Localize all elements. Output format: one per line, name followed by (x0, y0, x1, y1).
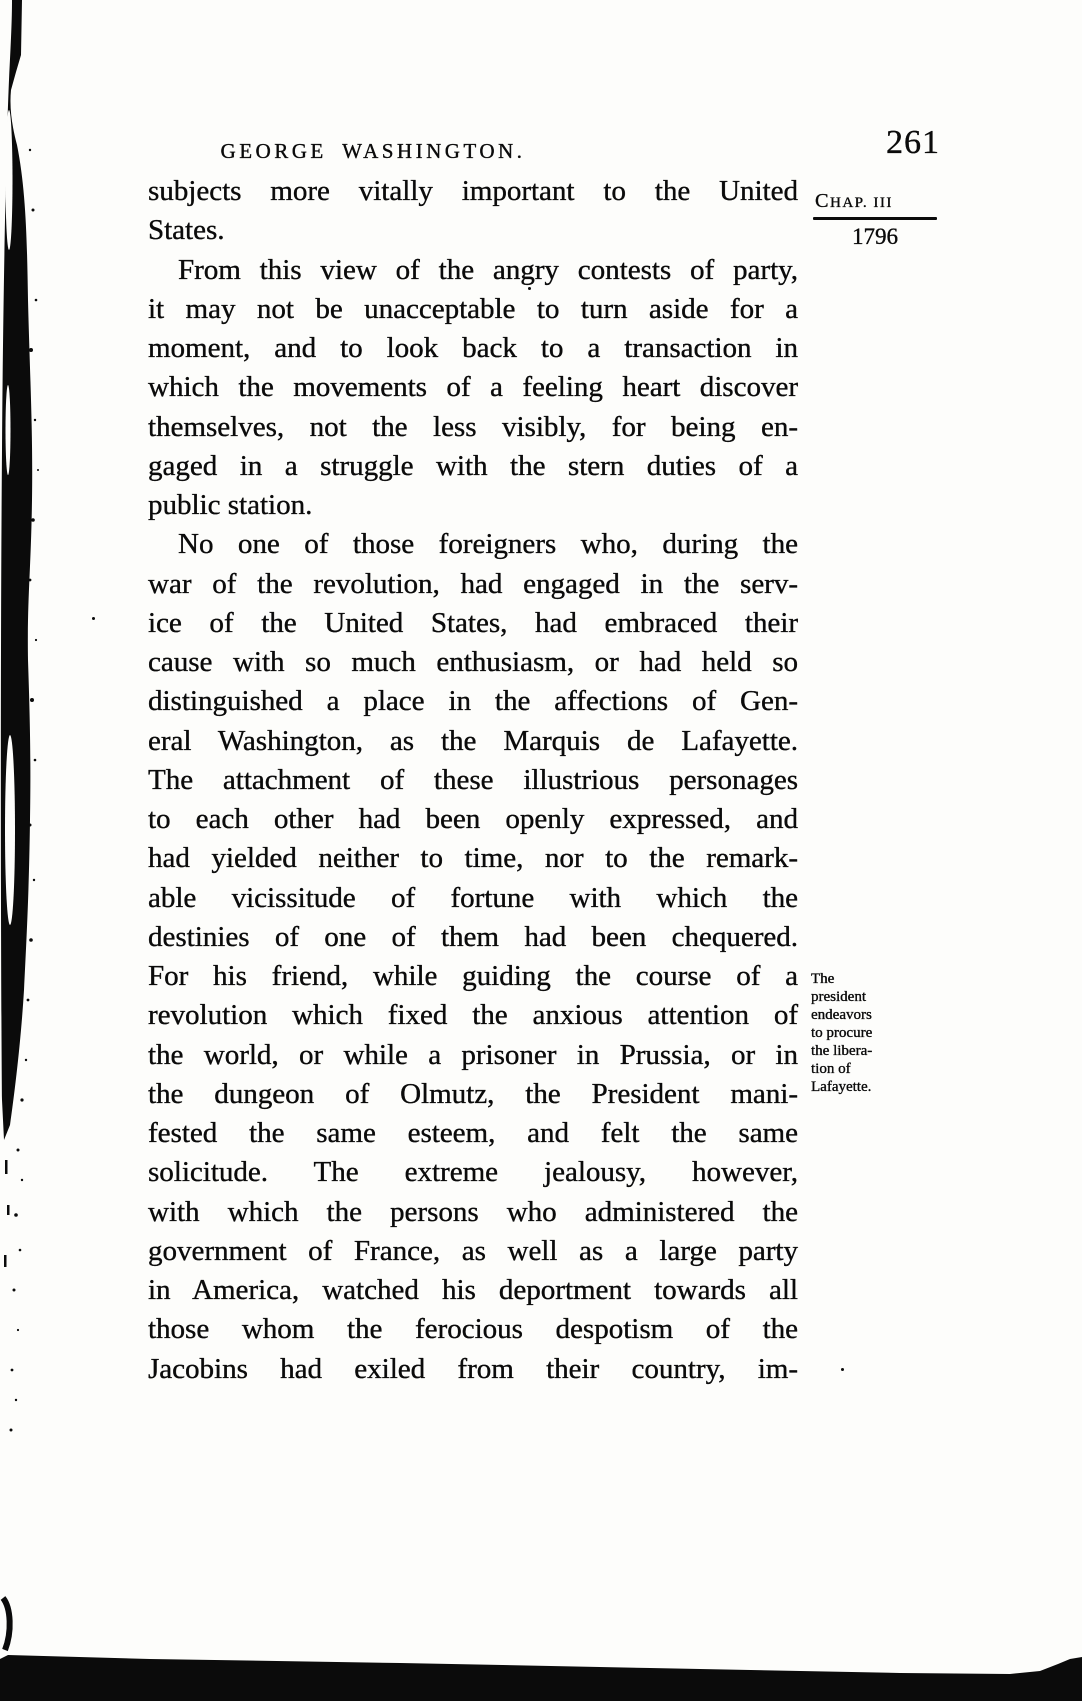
sidenote-line: Lafayette. (811, 1079, 872, 1095)
text-line: which the movements of a feeling heart discover (148, 371, 798, 404)
text-line: the world, or while a prisoner in Prussia, or in (148, 1038, 798, 1071)
text-line: From this view of the angry contests of party, (178, 253, 798, 286)
text-line: government of France, as well as a large party (148, 1234, 798, 1267)
sidenote-line: endeavors (811, 1007, 872, 1023)
sidenote-line: The (811, 971, 835, 987)
text-line: fested the same esteem, and felt the same (148, 1117, 798, 1149)
text-line: ice of the United States, had embraced their (148, 606, 798, 639)
text-line: For his friend, while guiding the course of a (148, 960, 798, 992)
text-line: gaged in a struggle with the stern duties of a (148, 449, 798, 482)
running-header: GEORGE WASHINGTON. (220, 139, 526, 163)
body-text (148, 172, 798, 1389)
text-line: public station. (148, 489, 313, 521)
text-line: eral Washington, as the Marquis de Lafayette. (148, 724, 798, 757)
text-line: those whom the ferocious despotism of the (148, 1313, 798, 1346)
text-line: in America, watched his deportment towards all (148, 1274, 798, 1306)
text-line: it may not be unacceptable to turn aside for a (148, 292, 798, 325)
page-number: 261 (886, 124, 940, 161)
scan-spine-artifact (0, 0, 60, 1701)
sidenote-line: president (811, 989, 866, 1005)
text-line: with which the persons who administered the (148, 1195, 798, 1228)
text-line: revolution which fixed the anxious attention of (148, 999, 798, 1032)
margin-rule (813, 217, 937, 220)
text-line: war of the revolution, had engaged in the serv- (148, 567, 798, 600)
text-line: destinies of one of them had been chequered. (148, 920, 798, 953)
bottom-scan-bar (0, 1651, 1082, 1701)
text-line: the dungeon of Olmutz, the President mani- (148, 1077, 798, 1110)
ink-speck (841, 1368, 844, 1371)
year-label: 1796 (852, 224, 898, 249)
text-line: Jacobins had exiled from their country, im- (148, 1352, 798, 1385)
sidenote-line: the libera- (811, 1043, 873, 1059)
text-line: moment, and to look back to a transaction in (148, 332, 798, 364)
text-line: No one of those foreigners who, during the (178, 528, 798, 561)
text-line: States. (148, 214, 225, 247)
sidenote (811, 970, 917, 1096)
sidenote-line: to procure (811, 1025, 873, 1041)
sidenote-line: tion of (811, 1061, 851, 1077)
text-line: themselves, not the less visibly, for being en- (148, 410, 798, 443)
text-line: distinguished a place in the affections of Gen- (148, 685, 798, 718)
ink-speck (92, 617, 95, 620)
text-line: The attachment of these illustrious personages (148, 763, 798, 796)
text-line: had yielded neither to time, nor to the remark- (148, 842, 798, 875)
text-line: cause with so much enthusiasm, or had held so (148, 646, 798, 678)
text-line: to each other had been openly expressed, and (148, 803, 798, 835)
text-line: solicitude. The extreme jealousy, however, (148, 1156, 798, 1189)
chapter-label: CHAP. III (815, 190, 893, 212)
text-line: able vicissitude of fortune with which the (148, 881, 798, 914)
text-line: subjects more vitally important to the United (148, 175, 798, 207)
